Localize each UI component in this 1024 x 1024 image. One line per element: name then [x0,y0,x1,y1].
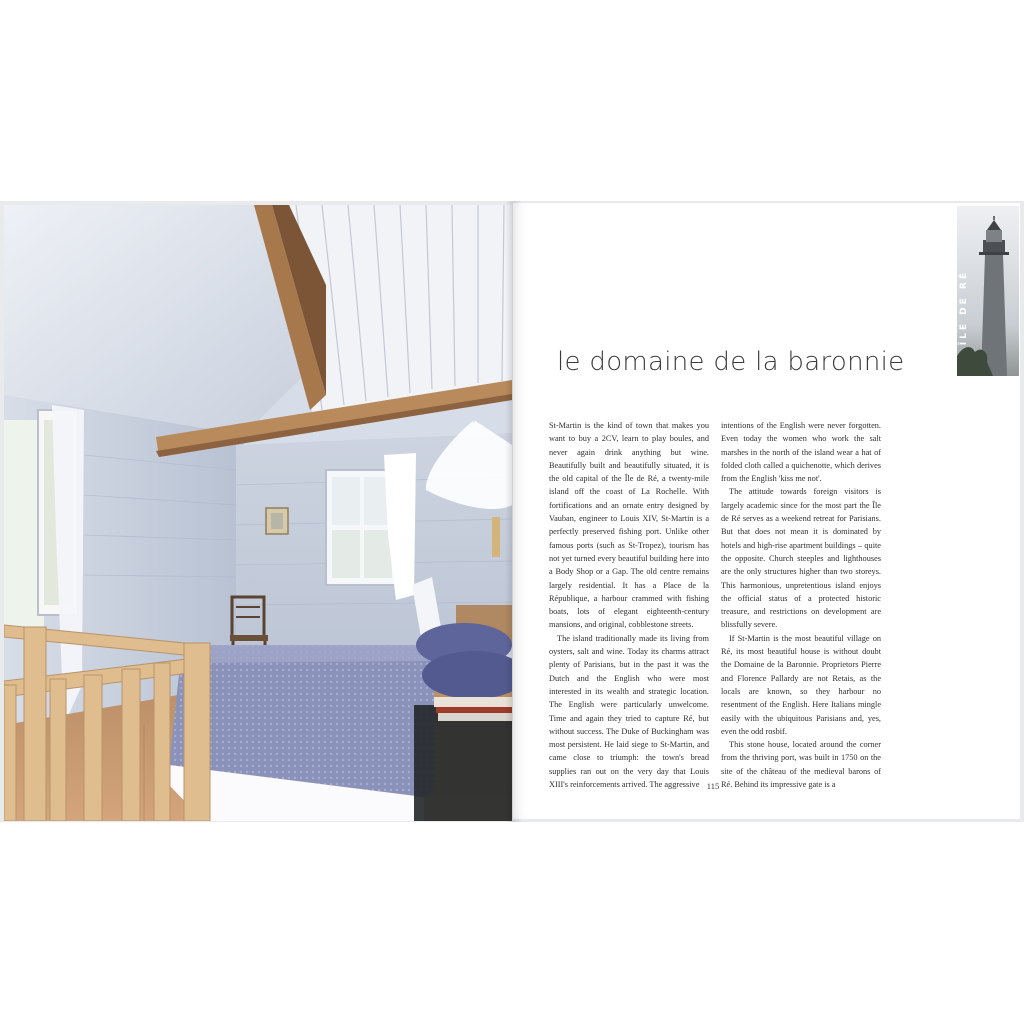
page-title: le domaine de la baronnie [557,347,905,377]
page-number: 115 [706,781,720,791]
text-page [513,203,1020,819]
text-column-left [549,419,709,791]
paragraph: St-Martin is the kind of town that makes you want to buy a 2CV, learn to play boules, and never again drink anything but wine. Beautifully built and beautifully situated, it is the old capital of the Île de Ré, a twenty-mile island off the coast of La Rochelle. With fortifications and an ornate entry designed by Vauban, engineer to Louis XIV, St-Martin is a perfectly preserved fishing port. Unlike other famous ports (such as St-Tropez), tourism has not yet turned every beautiful building here into a Body Shop or a Gap. The old centre remains largely residential. It has a Place de la République, a harbour crammed with fishing boats, lots of elegant eighteenth-century mansions, and original, cobblestone streets. [549,421,709,630]
open-book [0,201,1024,822]
bedroom-photo [4,205,512,821]
text-column-right [721,419,881,791]
paragraph: If St-Martin is the most beautiful village on Ré, its most beautiful house is without doubt the Domaine de la Baronnie. Proprietors Pierre and Florence Pallardy are not Retais, as the locals are known, so they harbour no resentment of the English. Here Italians mingle easily with the ubiquitous Parisians and, yes, even the odd rosbif. [721,633,881,736]
paragraph: intentions of the English were never forgotten. Even today the women who work the salt marshes in the north of the island wear a hat of folded cloth called a quichenotte, which derives from the English 'kiss me not'. [721,421,881,484]
stacked-books [434,697,512,707]
paragraph: The attitude towards foreign visitors is largely academic since for the most part the Île de Ré serves as a weekend retreat for Parisians. But that does not mean it is dominated by hotels and high-rise apartment buildings – quite the opposite. Church steeples and lighthouses are the only structures higher than two storeys. This harmonious, unpretentious island enjoys the official status of a protected historic treasure, and restrictions on development are blissfully severe. [721,487,881,630]
ceiling-left [4,205,304,435]
paragraph: This stone house, located around the corner from the thriving port, was built in 1750 on the site of the château of the medieval barons of Ré. Behind its impressive gate is a [721,740,881,790]
paragraph: The island traditionally made its living from oysters, salt and wine. Today its charms attract plenty of Parisians, but in the past it was the Dutch and the English who were most interested in its wealth and strategic location. The English were particularly unwelcome. Time and again they tried to capture Ré, but without success. The Duke of Buckingham was most persistent. He laid siege to St-Martin, and came close to triumph: the town's bread supplies ran out on the very day that Louis XIII's reinforcements arrived. The aggressive [549,633,709,790]
bedside-table [414,705,512,821]
mosquito-net [426,420,512,509]
lighthouse-thumbnail [957,206,1019,376]
island-label: ÎLE DE RÉ [959,270,969,346]
